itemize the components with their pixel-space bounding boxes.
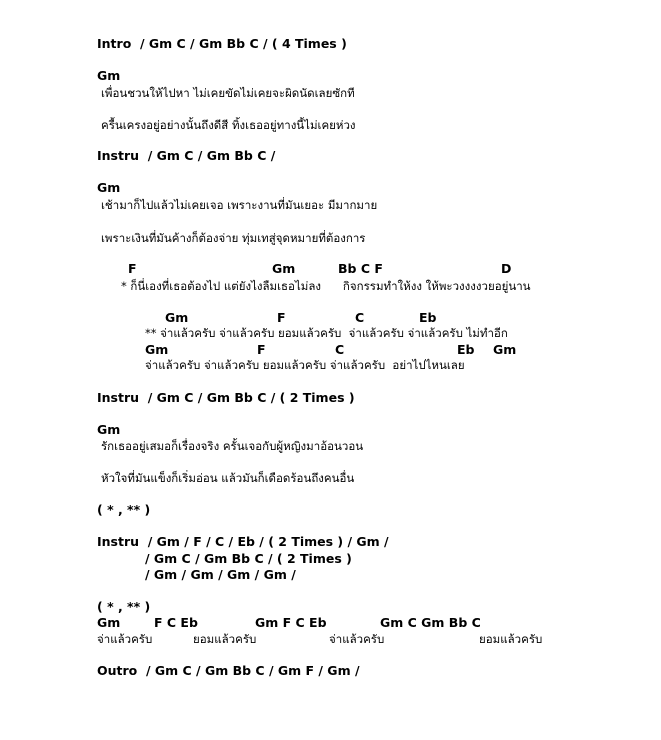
chorus-chord: C — [355, 310, 365, 325]
verse1-lyric-1: เพื่อนชวนให้ไปหา ไม่เคยขัดไม่เคยจะผิดนัดเลยซักที — [101, 86, 355, 100]
chorus-chord: F — [277, 310, 286, 325]
ending-chord: Gm F C Eb — [255, 615, 327, 630]
chorus-lyric-2: จ่าแล้วครับ จ่าแล้วครับ ยอมแล้วครับ จ่าแล้วครับ อย่าไปไหนเลย — [145, 358, 465, 372]
ending-lyric: จ่าแล้วครับ — [329, 632, 385, 646]
prechorus-chord: Gm — [272, 261, 296, 276]
chorus-chord: Eb — [419, 310, 437, 325]
verse3-lyric-1: รักเธออยู่เสมอก็เรื่องจริง ครั้นเจอกับผู้หญิงมาอ้อนวอน — [101, 439, 364, 453]
chorus-chord: Gm — [165, 310, 189, 325]
prechorus-lyric: * ก็นี่เองที่เธอต้องไป แต่ยังไงลืมเธอไม่ลง กิจกรรมทำให้งง ให้พะวงงงงวยอยู่นาน — [121, 279, 531, 293]
instru-line-3b: / Gm C / Gm Bb C / ( 2 Times ) — [145, 551, 352, 566]
verse2-lyric-2: เพราะเงินที่มันค้างก็ต้องจ่าย ทุ่มเทสู่จุดหมายที่ต้องการ — [101, 231, 366, 245]
instru-line-1: Instru / Gm C / Gm Bb C / — [97, 148, 276, 163]
chorus-chord: Gm — [145, 342, 169, 357]
chorus-chord: F — [257, 342, 266, 357]
verse3-lyric-2: หัวใจที่มันแข็งก็เริ่มอ่อน แล้วมันก็เดือดร้อนถึงคนอื่น — [101, 471, 355, 485]
chorus-chord: C — [335, 342, 345, 357]
instru-line-2: Instru / Gm C / Gm Bb C / ( 2 Times ) — [97, 390, 355, 405]
instru-line-3a: Instru / Gm / F / C / Eb / ( 2 Times ) / Gm / — [97, 534, 389, 549]
verse1-chord: Gm — [97, 68, 121, 83]
repeat-marker-2: ( * , ** ) — [97, 599, 151, 614]
repeat-marker-1: ( * , ** ) — [97, 502, 151, 517]
chorus-lyric-1: ** จ่าแล้วครับ จ่าแล้วครับ ยอมแล้วครับ จ่าแล้วครับ จ่าแล้วครับ ไม่ทำอีก — [145, 326, 508, 340]
chorus-chord: Gm — [493, 342, 517, 357]
prechorus-chord: D — [501, 261, 512, 276]
ending-chord: Gm — [97, 615, 121, 630]
prechorus-chord: Bb C F — [338, 261, 383, 276]
prechorus-chord: F — [128, 261, 137, 276]
instru-line-3c: / Gm / Gm / Gm / Gm / — [145, 567, 296, 582]
verse1-lyric-2: ครื้นเครงอยู่อย่างนั้นถึงดีสี ทิ้งเธออยู่ทางนี้ไม่เคยห่วง — [101, 118, 356, 132]
ending-chord: F C Eb — [154, 615, 198, 630]
ending-lyric: ยอมแล้วครับ — [193, 632, 257, 646]
ending-lyric: จ่าแล้วครับ — [97, 632, 153, 646]
chorus-chord: Eb — [457, 342, 475, 357]
outro-line: Outro / Gm C / Gm Bb C / Gm F / Gm / — [97, 663, 360, 678]
ending-chord: Gm C Gm Bb C — [380, 615, 481, 630]
verse2-chord: Gm — [97, 180, 121, 195]
ending-lyric: ยอมแล้วครับ — [479, 632, 543, 646]
intro-line: Intro / Gm C / Gm Bb C / ( 4 Times ) — [97, 36, 347, 51]
verse3-chord: Gm — [97, 422, 121, 437]
verse2-lyric-1: เช้ามาก็ไปแล้วไม่เคยเจอ เพราะงานที่มันเยอะ มีมากมาย — [101, 198, 378, 212]
